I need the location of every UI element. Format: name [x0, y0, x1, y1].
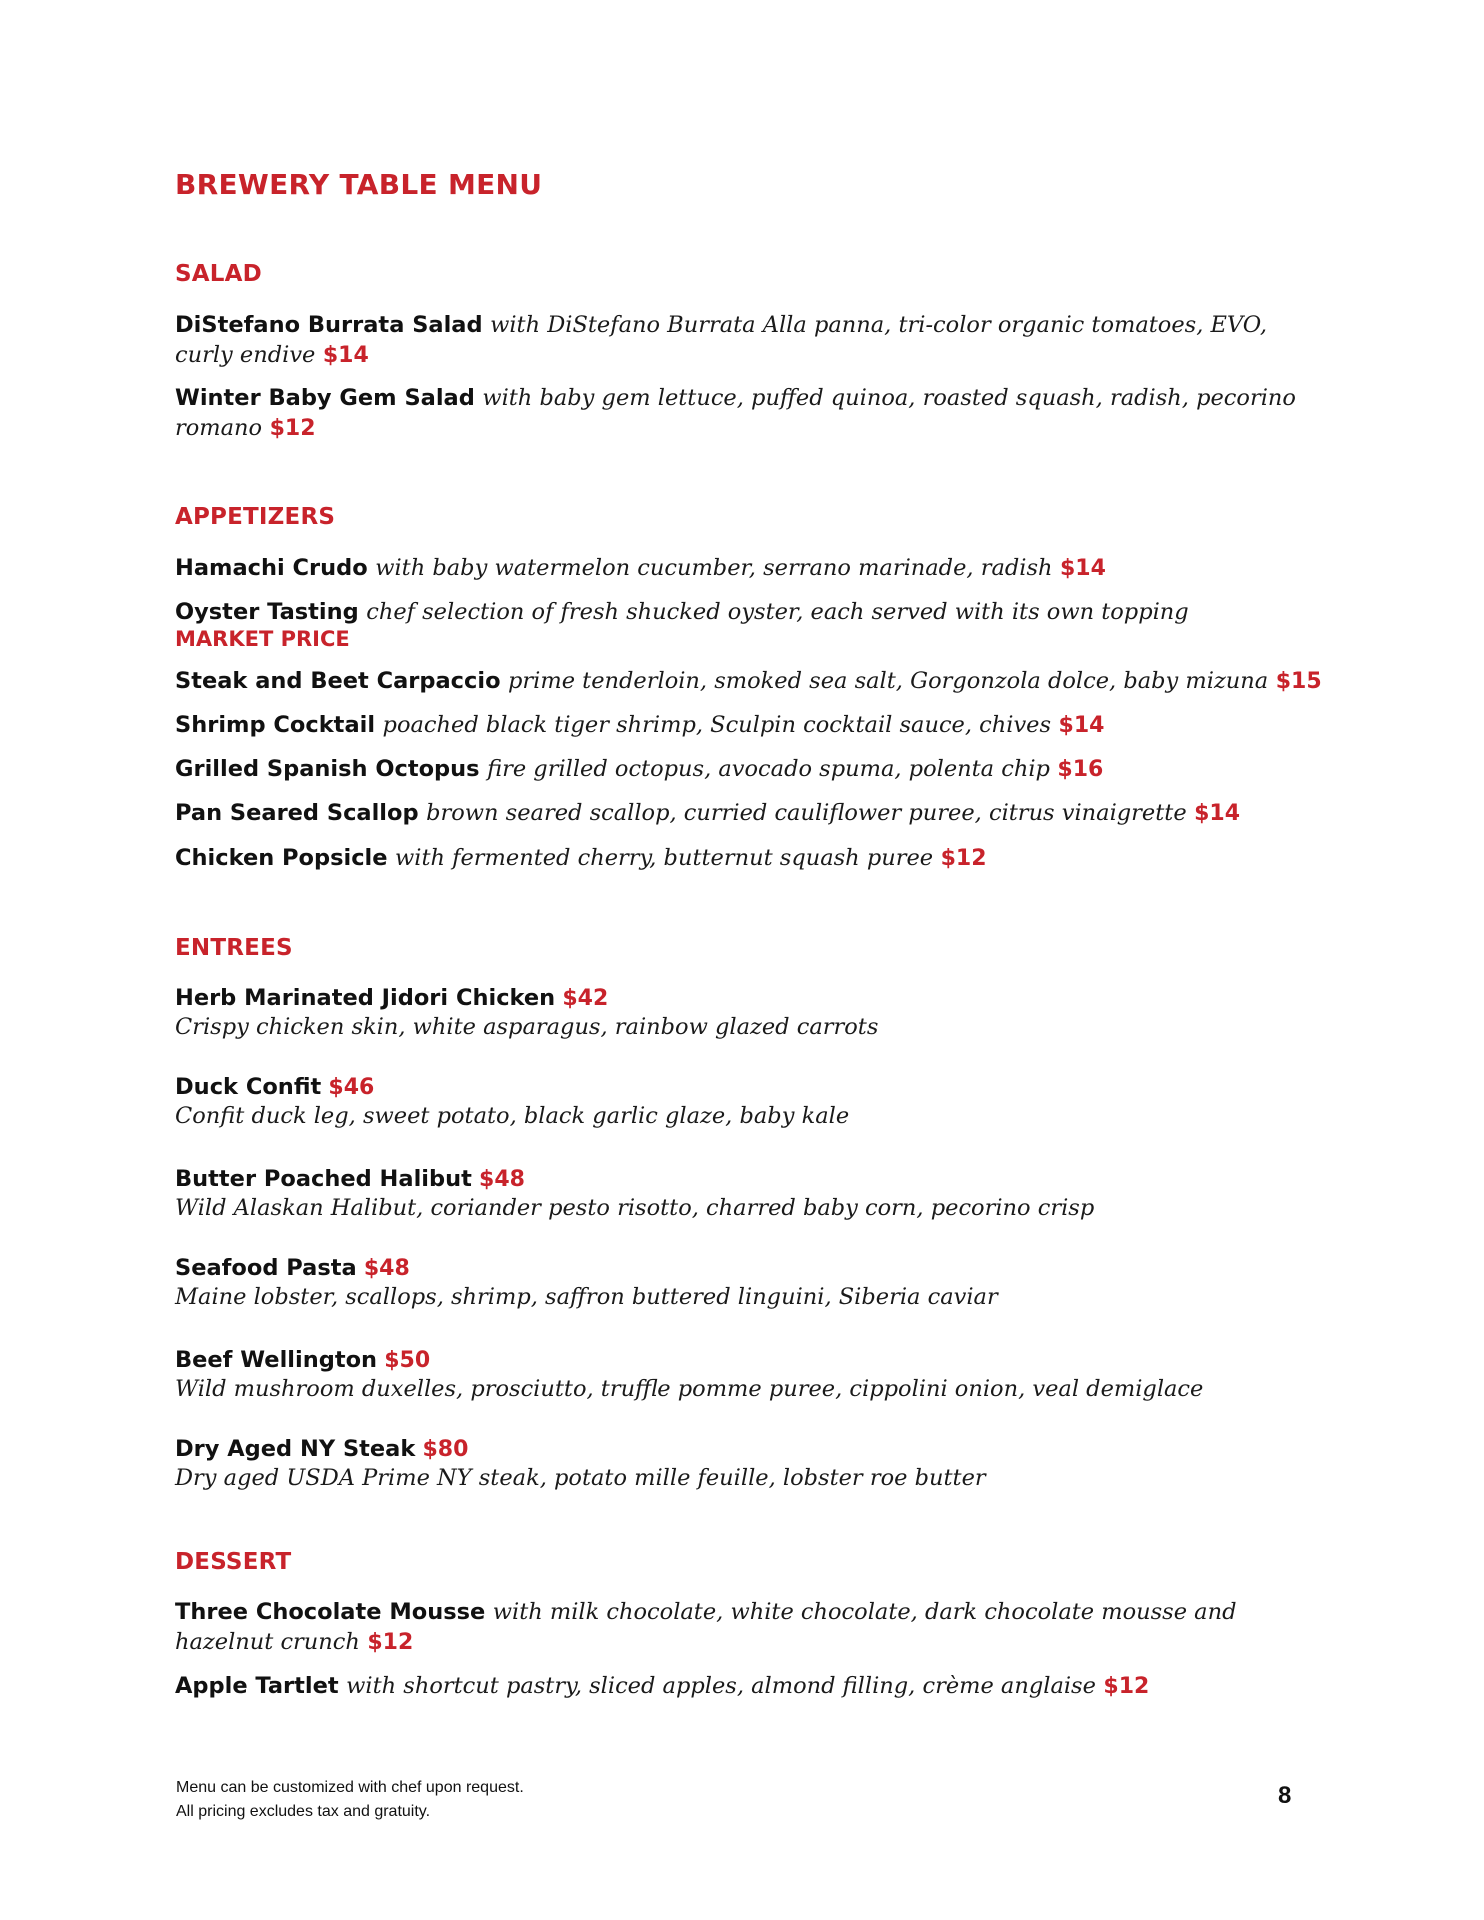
item-price: $42	[562, 986, 609, 1011]
item-description: prime tenderloin, smoked sea salt, Gorgonzola dolce, baby mizuna	[508, 668, 1269, 694]
item-name: Beef Wellington	[175, 1347, 378, 1373]
item-name: DiStefano Burrata Salad	[175, 312, 483, 338]
item-price: $14	[1194, 801, 1241, 826]
item-price: $12	[1103, 1674, 1150, 1699]
item-name: Apple Tartlet	[175, 1673, 339, 1699]
item-name: Pan Seared Scallop	[175, 800, 419, 826]
item-price: $50	[384, 1348, 431, 1373]
menu-item	[175, 553, 1325, 583]
menu-item	[175, 798, 1325, 828]
item-description: brown seared scallop, curried cauliflower puree, citrus vinaigrette	[426, 800, 1187, 826]
item-description: with baby watermelon cucumber, serrano marinade, radish	[375, 555, 1053, 581]
item-name: Seafood Pasta	[175, 1255, 357, 1281]
menu-item	[175, 1165, 1325, 1223]
item-price: $16	[1057, 757, 1104, 782]
item-description: with baby gem lettuce, puffed quinoa, roasted squash, radish, pecorino romano	[175, 385, 1296, 441]
menu-item	[175, 1346, 1325, 1404]
item-price: $15	[1275, 669, 1322, 694]
menu-item	[175, 383, 1325, 443]
item-description: with DiStefano Burrata Alla panna, tri-color organic tomatoes, EVO, curly endive	[175, 312, 1268, 368]
item-description: poached black tiger shrimp, Sculpin cocktail sauce, chives	[382, 712, 1052, 738]
item-description: Wild mushroom duxelles, prosciutto, truffle pomme puree, cippolini onion, veal demiglace	[175, 1376, 1204, 1402]
item-description: chef selection of fresh shucked oyster, each served with its own topping	[366, 599, 1189, 625]
item-description: with shortcut pastry, sliced apples, almond filling, crème anglaise	[346, 1673, 1096, 1699]
item-name: Duck Confit	[175, 1074, 322, 1100]
item-name: Dry Aged NY Steak	[175, 1436, 416, 1462]
menu-item	[175, 666, 1325, 696]
item-price: $14	[1058, 713, 1105, 738]
item-name: Winter Baby Gem Salad	[175, 385, 475, 411]
item-name: Shrimp Cocktail	[175, 712, 376, 738]
item-price: $14	[322, 343, 369, 368]
menu-item	[175, 843, 1325, 873]
menu-item	[175, 1435, 1325, 1493]
item-price: $48	[363, 1256, 410, 1281]
menu-item	[175, 1597, 1325, 1657]
item-description: Crispy chicken skin, white asparagus, rainbow glazed carrots	[175, 1014, 879, 1040]
item-name: Hamachi Crudo	[175, 555, 368, 581]
item-description: with milk chocolate, white chocolate, dark chocolate mousse and hazelnut crunch	[175, 1599, 1237, 1655]
footer-line: All pricing excludes tax and gratuity.	[176, 1803, 431, 1820]
section-heading-entrees: ENTREES	[175, 935, 293, 961]
item-description: fire grilled octopus, avocado spuma, polenta chip	[487, 756, 1050, 782]
item-price: $12	[367, 1630, 414, 1655]
item-name: Steak and Beet Carpaccio	[175, 668, 501, 694]
item-name: Grilled Spanish Octopus	[175, 756, 480, 782]
item-name: Herb Marinated Jidori Chicken	[175, 985, 556, 1011]
item-description: Maine lobster, scallops, shrimp, saffron buttered linguini, Siberia caviar	[175, 1284, 998, 1310]
item-name: Chicken Popsicle	[175, 845, 388, 871]
item-description: Confit duck leg, sweet potato, black garlic glaze, baby kale	[175, 1103, 850, 1129]
item-price: $80	[422, 1437, 469, 1462]
menu-item	[175, 754, 1325, 784]
item-price: $12	[940, 846, 987, 871]
menu-title: BREWERY TABLE MENU	[175, 168, 543, 201]
item-name: Butter Poached Halibut	[175, 1166, 472, 1192]
footer-line: Menu can be customized with chef upon request.	[176, 1779, 524, 1796]
menu-item	[175, 310, 1325, 370]
menu-item	[175, 984, 1325, 1042]
item-price: $46	[328, 1075, 375, 1100]
section-heading-appetizers: APPETIZERS	[175, 504, 336, 530]
item-price: $14	[1060, 556, 1106, 581]
item-description: with fermented cherry, butternut squash puree	[395, 845, 934, 871]
item-description: Wild Alaskan Halibut, coriander pesto risotto, charred baby corn, pecorino crisp	[175, 1195, 1095, 1221]
item-name: Three Chocolate Mousse	[175, 1599, 486, 1625]
item-price: $12	[269, 416, 316, 441]
item-price: MARKET PRICE	[175, 627, 350, 651]
page-number: 8	[1278, 1782, 1292, 1809]
menu-item	[175, 1254, 1325, 1312]
section-heading-dessert: DESSERT	[175, 1549, 292, 1575]
item-price: $48	[479, 1167, 525, 1192]
item-name: Oyster Tasting	[175, 599, 359, 625]
menu-item	[175, 1671, 1325, 1701]
section-heading-salad: SALAD	[175, 261, 262, 287]
footer-note	[176, 1776, 524, 1824]
item-description: Dry aged USDA Prime NY steak, potato mille feuille, lobster roe butter	[175, 1465, 986, 1491]
menu-item	[175, 597, 1325, 651]
menu-item	[175, 710, 1325, 740]
menu-item	[175, 1073, 1325, 1131]
